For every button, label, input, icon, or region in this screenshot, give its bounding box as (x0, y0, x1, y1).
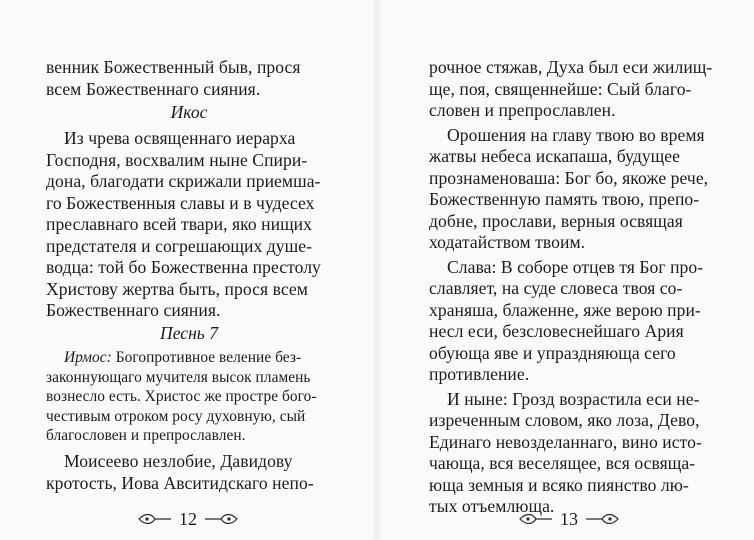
text-line: жатвы небеса искапаша, будущее (429, 146, 680, 166)
text-line: обующа яве и упраздняюща сего (429, 342, 676, 363)
text-line: изреченным словом, яко лоза, Дево, (429, 410, 700, 430)
text-line: рочное стяжав, Духа был еси жилищ- (429, 57, 713, 77)
text-line: несл еси, безсловеснейшаго Ария (429, 321, 684, 341)
text-line: И ныне: Грозд возрастила еси не- (447, 388, 700, 409)
text-line: ще, поя, священнейше: Сый благо- (429, 78, 692, 99)
text-line: благословен и препрославлен. (46, 427, 246, 444)
text-line: храняша, блаженне, яже верою при- (429, 299, 701, 320)
pesn-heading: Песнь 7 (159, 323, 219, 343)
right-page-tail (429, 0, 715, 540)
text-line: Из чрева освященнаго иерарха (64, 128, 296, 148)
text-line: Божественнаго сияния. (46, 300, 221, 320)
text-line: законнующаго мучителя высок пламень (46, 368, 311, 386)
text-line: юща земныя и всяко пиянство лю- (429, 474, 689, 495)
text-line: честивым отроком росу духовную, сый (46, 407, 306, 425)
text-line: Единаго невозделаннаго, вино исто- (429, 431, 702, 452)
text-line: противление. (429, 364, 530, 384)
text-line: Господня, восхвалим ныне Спири- (46, 149, 308, 170)
left-page-tail (46, 0, 332, 540)
page-number: 13 (560, 508, 578, 529)
text-line: кротость, Иова Авситидскаго непо- (46, 473, 314, 493)
text-line: Моисеево незлобие, Давидову (64, 451, 293, 471)
text-line: всем Божественнаго сияния. (46, 79, 261, 99)
text-line: Орошения на главу твою во время (447, 124, 705, 145)
irmos-text: Богопротивное веление без- (111, 349, 302, 366)
text-line: славляет, на суде словеса твоя со- (429, 278, 683, 298)
text-line: тых отъемлюща. (429, 496, 555, 516)
text-line: Божественную память твою, препо- (429, 189, 700, 209)
text-line: преславнаго всей твари, яко нищих (46, 214, 312, 234)
text-line: го Божественныя славы и в чудесех (46, 192, 315, 213)
text-line: венник Божественный быв, прося (46, 57, 301, 77)
text-line: предстателя и согрешающих душе- (46, 235, 312, 256)
ikos-heading: Икос (170, 102, 208, 122)
text-line: словен и препрославлен. (429, 100, 616, 120)
text-line: добне, прослави, верныя освящая (429, 210, 683, 231)
text-line: Христову жертва быть, прося всем (46, 278, 308, 299)
text-line: чающа, вся веселящее, вся освяща- (429, 453, 696, 473)
text-line: дона, благодати скрижали приемша- (46, 171, 321, 191)
text-line: Слава: В соборе отцев тя Бог про- (447, 256, 704, 277)
text-line: водца: той бо Божественна престолу (46, 257, 321, 277)
text-line: ходатайством твоим. (429, 232, 586, 252)
page-number: 12 (179, 508, 197, 529)
text-line: прознаменоваша: Бог бо, якоже рече, (429, 167, 709, 188)
irmos-label: Ирмос: (64, 349, 112, 366)
text-line: вознесло есть. Христос же простре бого- (46, 388, 317, 405)
